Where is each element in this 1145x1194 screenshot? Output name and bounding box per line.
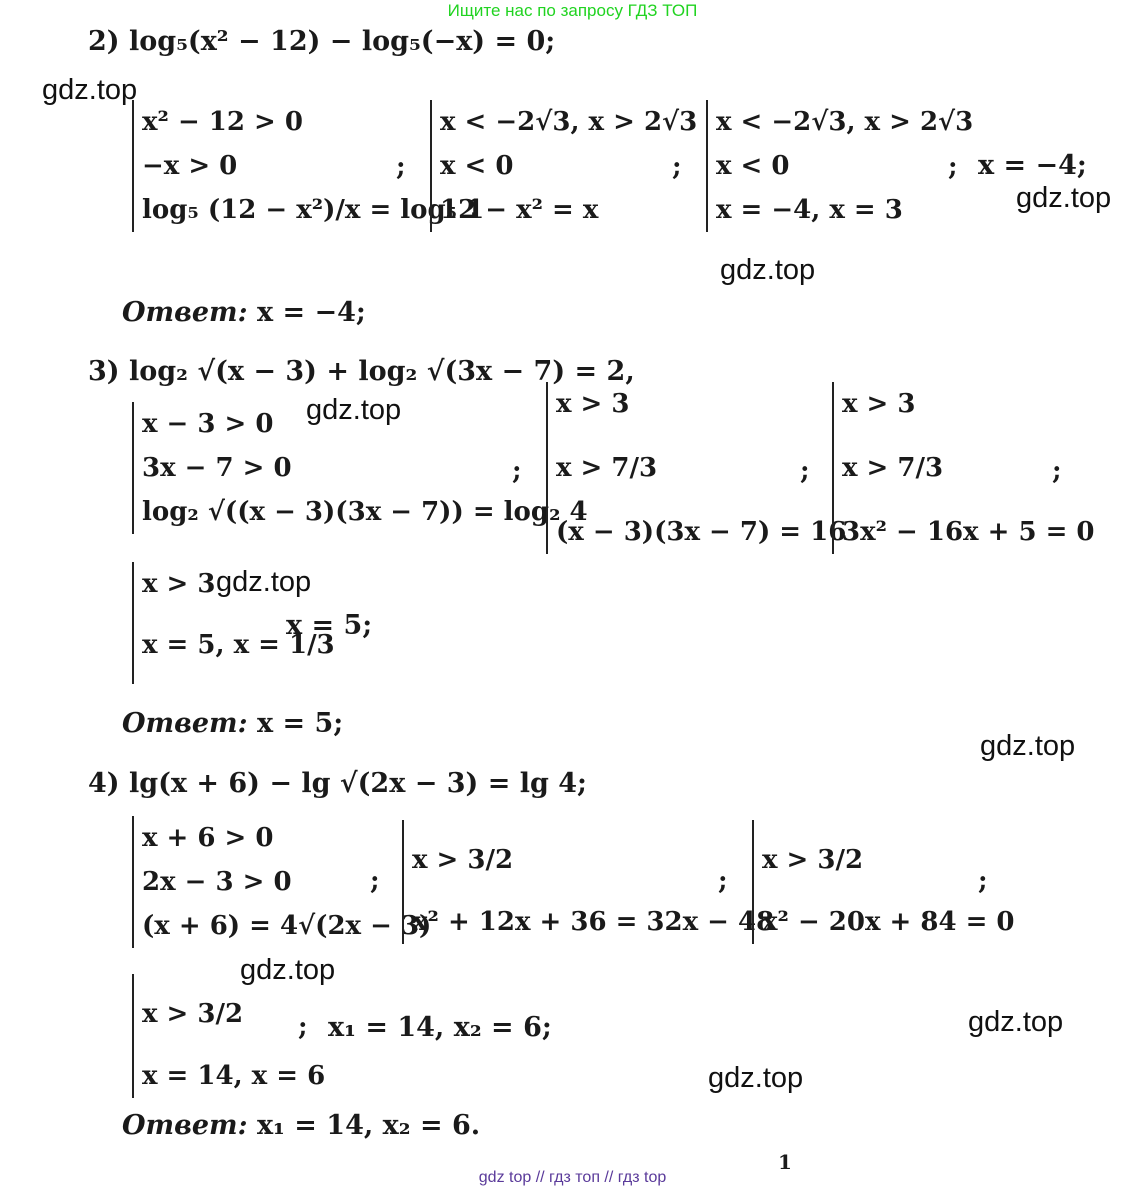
p4-system-1 [132,816,431,948]
watermark: gdz.top [720,254,816,286]
sys-row: x > 3/2 [142,999,244,1029]
answer-label: Ответ: [122,708,248,739]
watermark: gdz.top [216,566,312,598]
sys-row: 3x² − 16x + 5 = 0 [842,517,1095,547]
sys-row: x² − 20x + 84 = 0 [762,907,1015,937]
problem-2-statement: 2) log₅(x² − 12) − log₅(−x) = 0; [88,26,556,57]
sys-row: x < −2√3, x > 2√3 [716,107,974,137]
sys-row: x > 3 [842,389,916,419]
watermark: gdz.top [980,730,1076,762]
sys-row: (x − 3)(3x − 7) = 16 [556,517,847,547]
separator: ; [512,456,522,486]
sys-row: x = −4, x = 3 [716,195,903,225]
problem-3-statement: 3) log₂ √(x − 3) + log₂ √(3x − 7) = 2, [88,356,635,387]
separator: ; [978,866,988,896]
answer-value: x = 5; [256,708,344,739]
sys-row: x > 3 [556,389,630,419]
sys-row: −x > 0 [142,151,238,181]
sys-row: x < 0 [440,151,514,181]
p4-system-4 [132,974,325,1098]
sys-row: x > 3/2 [412,845,514,875]
p3-result: x = 5; [286,610,373,641]
sys-row: x − 3 > 0 [142,409,274,439]
watermark: gdz.top [42,74,138,106]
sys-row: 2x − 3 > 0 [142,867,292,897]
sys-row: (x + 6) = 4√(2x − 3) [142,911,432,941]
p4-system-3 [752,820,1015,944]
sys-row: x = 5, x = 1/3 [142,630,335,660]
separator: ; [672,152,682,182]
p4-answer [122,1110,480,1141]
separator: ; [718,866,728,896]
p2-system-2 [430,100,697,232]
problem-4-statement: 4) lg(x + 6) − lg √(2x − 3) = lg 4; [88,768,588,799]
sys-row: x < 0 [716,151,790,181]
sys-row: 3x − 7 > 0 [142,453,292,483]
sys-row: x > 7/3 [842,453,944,483]
separator: ; [1052,456,1062,486]
answer-label: Ответ: [122,297,248,328]
separator: ; [396,152,406,182]
answer-value: x = −4; [256,297,366,328]
p2-result: x = −4; [978,150,1087,181]
search-banner[interactable]: Ищите нас по запросу ГДЗ ТОП [447,1,698,20]
sys-row: x < −2√3, x > 2√3 [440,107,698,137]
sys-row: x + 6 > 0 [142,823,274,853]
p3-answer [122,708,343,739]
sys-row: 12 − x² = x [440,195,599,225]
watermark: gdz.top [708,1062,804,1094]
watermark: gdz.top [306,394,402,426]
stray-mark: 1 [778,1150,792,1174]
sys-row: x > 7/3 [556,453,658,483]
sys-row: x > 3 [142,569,216,599]
separator: ; [370,866,380,896]
watermark: gdz.top [240,954,336,986]
sys-row: x² + 12x + 36 = 32x − 48 [412,907,775,937]
p2-system-3 [706,100,973,232]
separator: ; [800,456,810,486]
p2-answer [122,297,366,328]
watermark: gdz.top [968,1006,1064,1038]
footer-links[interactable]: gdz top // гдз топ // гдз top [478,1169,667,1186]
answer-label: Ответ: [122,1110,248,1141]
answer-value: x₁ = 14, x₂ = 6. [256,1110,481,1141]
sys-row: x² − 12 > 0 [142,107,303,137]
p4-result: x₁ = 14, x₂ = 6; [328,1012,552,1043]
sys-row: log₅ (12 − x²)/x = log₅ 1 [142,195,485,225]
sys-row: x > 3/2 [762,845,864,875]
sys-row: x = 14, x = 6 [142,1061,326,1091]
watermark: gdz.top [1016,182,1112,214]
separator: ; [948,152,958,182]
sys-row: log₂ √((x − 3)(3x − 7)) = log₂ 4 [142,497,588,527]
separator: ; [298,1012,308,1042]
